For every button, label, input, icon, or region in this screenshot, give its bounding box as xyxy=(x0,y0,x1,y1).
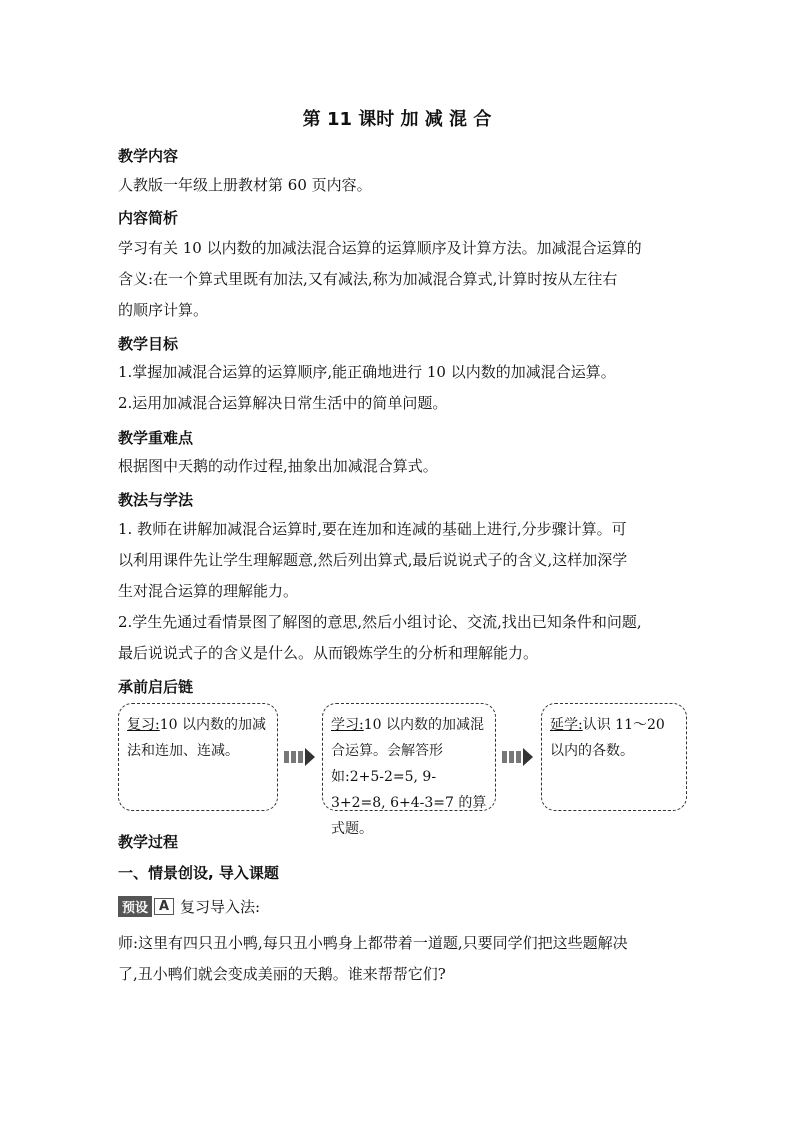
extend-box xyxy=(541,703,687,811)
analysis-line: 学习有关 10 以内数的加减法混合运算的运算顺序及计算方法。加减混合运算的 xyxy=(118,239,642,257)
content-text: 人教版一年级上册教材第 60 页内容。 xyxy=(118,176,372,194)
keypoints-text: 根据图中天鹅的动作过程,抽象出加减混合算式。 xyxy=(118,457,438,475)
review-label: 复习: xyxy=(127,717,160,733)
goal-line: 1.掌握加减混合运算的运算顺序,能正确地进行 10 以内数的加减混合运算。 xyxy=(118,363,616,381)
section-heading-goals: 教学目标 xyxy=(118,335,179,353)
learn-box xyxy=(322,703,496,837)
extend-label: 延学: xyxy=(550,717,583,733)
section-heading-links: 承前启后链 xyxy=(118,678,194,696)
review-box xyxy=(118,703,278,811)
preset-badge xyxy=(118,896,174,917)
review-text: 10 以内数的加减法和连加、连减。 xyxy=(127,717,266,759)
page-title: 第 11 课时 加 减 混 合 xyxy=(302,109,492,130)
arrow-right-icon xyxy=(284,748,315,766)
section-heading-methods: 教法与学法 xyxy=(118,491,194,509)
arrow-right-icon xyxy=(502,748,533,766)
methods-line: 生对混合运算的理解能力。 xyxy=(118,582,299,600)
learn-label: 学习: xyxy=(331,717,364,733)
learn-text: 10 以内数的加减混合运算。会解答形如:2+5-2=5, 9-3+2=8, 6+4-3=7 的算式题。 xyxy=(331,717,487,837)
methods-line: 1. 教师在讲解加减混合运算时,要在连加和连减的基础上进行,分步骤计算。可 xyxy=(118,520,627,538)
process-subheading: 一、情景创设, 导入课题 xyxy=(118,864,279,882)
preset-method: 复习导入法: xyxy=(180,898,261,916)
process-line: 师:这里有四只丑小鸭,每只丑小鸭身上都带着一道题,只要同学们把这些题解决 xyxy=(118,934,628,952)
methods-line: 2.学生先通过看情景图了解图的意思,然后小组讨论、交流,找出已知条件和问题, xyxy=(118,613,642,631)
section-heading-content: 教学内容 xyxy=(118,147,179,165)
extend-text: 认识 11～20 以内的各数。 xyxy=(550,717,665,759)
preset-badge-label: 预设 xyxy=(118,896,152,917)
analysis-line: 的顺序计算。 xyxy=(118,301,209,319)
goal-line: 2.运用加减混合运算解决日常生活中的简单问题。 xyxy=(118,394,448,412)
section-heading-keypoints: 教学重难点 xyxy=(118,429,194,447)
methods-line: 以利用课件先让学生理解题意,然后列出算式,最后说说式子的含义,这样加深学 xyxy=(118,551,628,569)
analysis-line: 含义:在一个算式里既有加法,又有减法,称为加减混合算式,计算时按从左往右 xyxy=(118,270,618,288)
process-line: 了,丑小鸭们就会变成美丽的天鹅。谁来帮帮它们? xyxy=(118,965,446,983)
preset-badge-letter: A xyxy=(154,898,174,915)
section-heading-analysis: 内容简析 xyxy=(118,209,179,227)
section-heading-process: 教学过程 xyxy=(118,833,179,851)
methods-line: 最后说说式子的含义是什么。从而锻炼学生的分析和理解能力。 xyxy=(118,644,539,662)
